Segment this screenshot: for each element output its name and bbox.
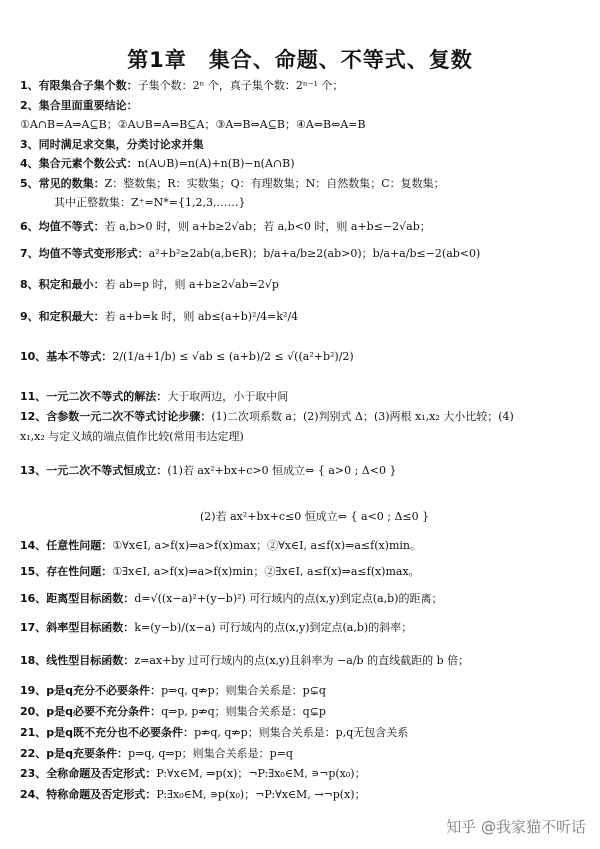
item-text: 大于取两边，小于取中间 <box>167 390 289 403</box>
item-label: 6、均值不等式： <box>20 220 105 233</box>
watermark-text: 知乎 @我家猫不听话 <box>446 818 586 836</box>
item-22 <box>20 747 590 761</box>
item-14 <box>20 539 590 553</box>
item-label: 5、常见的数集： <box>20 177 105 190</box>
item-11 <box>20 390 590 404</box>
item-label: 3、同时满足求交集，分类讨论求并集 <box>20 138 204 151</box>
item-label: 18、线性型目标函数： <box>20 654 135 667</box>
item-16 <box>20 592 590 606</box>
item-text: a²+b²≥2ab(a,b∈R)；b/a+a/b≥2(ab>0)；b/a+a/b≤−2(ab<0) <box>148 247 481 260</box>
item-text: (2)若 ax²+bx+c≤0 恒成立⇔ { a<0 ; Δ≤0 } <box>200 510 430 523</box>
item-label: 20、p是q必要不充分条件： <box>20 705 162 718</box>
item-text: p⇏q, q⇏p；则集合关系是：p,q无包含关系 <box>194 726 409 739</box>
item-18 <box>20 654 590 668</box>
item-text: P:∃x₀∈M, ∍p(x₀)；¬P:∀x∈M, →¬p(x)； <box>156 788 366 801</box>
item-label: 10、基本不等式： <box>20 350 113 363</box>
item-label: 2、集合里面重要结论： <box>20 99 138 112</box>
item-text: q⇒p, p⇏q；则集合关系是：q⊊p <box>161 705 326 718</box>
item-label: 19、p是q充分不必要条件： <box>20 684 162 697</box>
item-text: 2/(1/a+1/b) ≤ √ab ≤ (a+b)/2 ≤ √((a²+b²)/2) <box>112 350 354 363</box>
item-label: 11、一元二次不等式的解法： <box>20 390 168 403</box>
item-label: 22、p是q充要条件： <box>20 747 129 760</box>
item-label: 15、存在性问题： <box>20 565 113 578</box>
item-12 <box>20 410 590 424</box>
item-10 <box>20 350 590 364</box>
item-4 <box>20 157 590 171</box>
item-text: ①A∩B=A⇒A⊆B；②A∪B=A⇒B⊆A；③A⇒B⇔A⊆B；④A⇔B⇔A=B <box>20 118 366 131</box>
item-label: 16、距离型目标函数： <box>20 592 135 605</box>
item-text: ①∃x∈I, a>f(x)⇒a>f(x)min；②∃x∈I, a≤f(x)⇒a≤f(x)max。 <box>112 565 420 578</box>
item-text: 其中正整数集：Z⁺=N*={1,2,3,……} <box>54 196 246 209</box>
item-text: Z：整数集；R：实数集；Q：有理数集；N：自然数集；C：复数集； <box>104 177 445 190</box>
item-label: 9、和定积最大： <box>20 310 105 323</box>
item-23 <box>20 767 590 781</box>
item-5 <box>20 177 590 191</box>
item-label: 7、均值不等式变形形式： <box>20 247 149 260</box>
item-label: 12、含参数一元二次不等式讨论步骤： <box>20 410 212 423</box>
item-5-detail <box>54 196 600 210</box>
item-text: p⇒q, q⇒p；则集合关系是：p=q <box>128 747 293 760</box>
item-text: k=(y−b)/(x−a) 可行域内的点(x,y)到定点(a,b)的斜率； <box>134 621 413 634</box>
item-7 <box>20 247 590 261</box>
item-text: ①∀x∈I, a>f(x)⇒a>f(x)max；②∀x∈I, a≤f(x)⇒a≤f(x)min。 <box>112 539 422 552</box>
item-label: 24、特称命题及否定形式： <box>20 788 157 801</box>
item-text: 若 a+b=k 时，则 ab≤(a+b)²/4=k²/4 <box>104 310 299 323</box>
item-text: 若 a,b>0 时，则 a+b≥2√ab；若 a,b<0 时，则 a+b≤−2√ab； <box>104 220 431 233</box>
item-15 <box>20 565 590 579</box>
item-label: 1、有限集合子集个数： <box>20 79 138 92</box>
item-text: (1)若 ax²+bx+c>0 恒成立⇔ { a>0 ; Δ<0 } <box>167 464 397 477</box>
item-label: 14、任意性问题： <box>20 539 113 552</box>
item-label: 17、斜率型目标函数： <box>20 621 135 634</box>
item-3 <box>20 138 590 152</box>
item-text: x₁,x₂ 与定义域的端点值作比较(常用韦达定理) <box>20 430 244 443</box>
item-text: n(A∪B)=n(A)+n(B)−n(A∩B) <box>137 157 295 170</box>
item-21 <box>20 726 590 740</box>
item-text: d=√((x−a)²+(y−b)²) 可行域内的点(x,y)到定点(a,b)的距离； <box>134 592 443 605</box>
item-text: (1)二次项系数 a；(2)判别式 Δ；(3)两根 x₁,x₂ 大小比较；(4) <box>211 410 514 423</box>
item-text: p⇒q, q⇏p；则集合关系是：p⊊q <box>161 684 326 697</box>
item-text: z=ax+by 过可行域内的点(x,y)且斜率为 −a/b 的直线截距的 b 倍； <box>134 654 470 667</box>
item-9 <box>20 310 590 324</box>
item-17 <box>20 621 590 635</box>
item-1 <box>20 79 590 93</box>
item-8 <box>20 278 590 292</box>
item-20 <box>20 705 590 719</box>
item-2-detail <box>20 118 590 132</box>
item-text: 子集个数：2ⁿ 个，真子集个数：2ⁿ⁻¹ 个； <box>137 79 344 92</box>
item-24 <box>20 788 590 802</box>
item-13 <box>20 464 590 478</box>
item-12-detail <box>20 430 590 444</box>
page-title: 第1章 集合、命题、不等式、复数 <box>127 48 473 72</box>
item-label: 8、积定和最小： <box>20 278 105 291</box>
item-6 <box>20 220 590 234</box>
item-label: 4、集合元素个数公式： <box>20 157 138 170</box>
item-19 <box>20 684 590 698</box>
item-text: 若 ab=p 时，则 a+b≥2√ab=2√p <box>104 278 279 291</box>
item-text: P:∀x∈M, ⇒p(x)；¬P:∃x₀∈M, ∍¬p(x₀)； <box>156 767 366 780</box>
item-label: 23、全称命题及否定形式： <box>20 767 157 780</box>
item-13-detail <box>200 510 600 524</box>
item-label: 13、一元二次不等式恒成立： <box>20 464 168 477</box>
item-2 <box>20 99 590 113</box>
item-label: 21、p是q既不充分也不必要条件： <box>20 726 195 739</box>
